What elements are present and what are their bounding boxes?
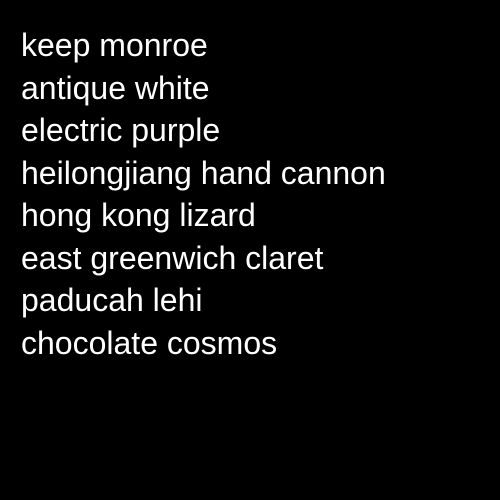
text-line-3: electric purple <box>21 112 221 148</box>
text-line-2: antique white <box>21 69 210 106</box>
text-line-6: east greenwich claret <box>21 239 324 276</box>
text-list <box>21 24 386 364</box>
text-line-5: hong kong lizard <box>21 197 256 233</box>
text-line-4: heilongjiang hand cannon <box>21 154 386 191</box>
text-line-7: paducah lehi <box>21 282 203 318</box>
text-line-8: chocolate cosmos <box>21 324 278 361</box>
text-line-1: keep monroe <box>21 27 208 63</box>
